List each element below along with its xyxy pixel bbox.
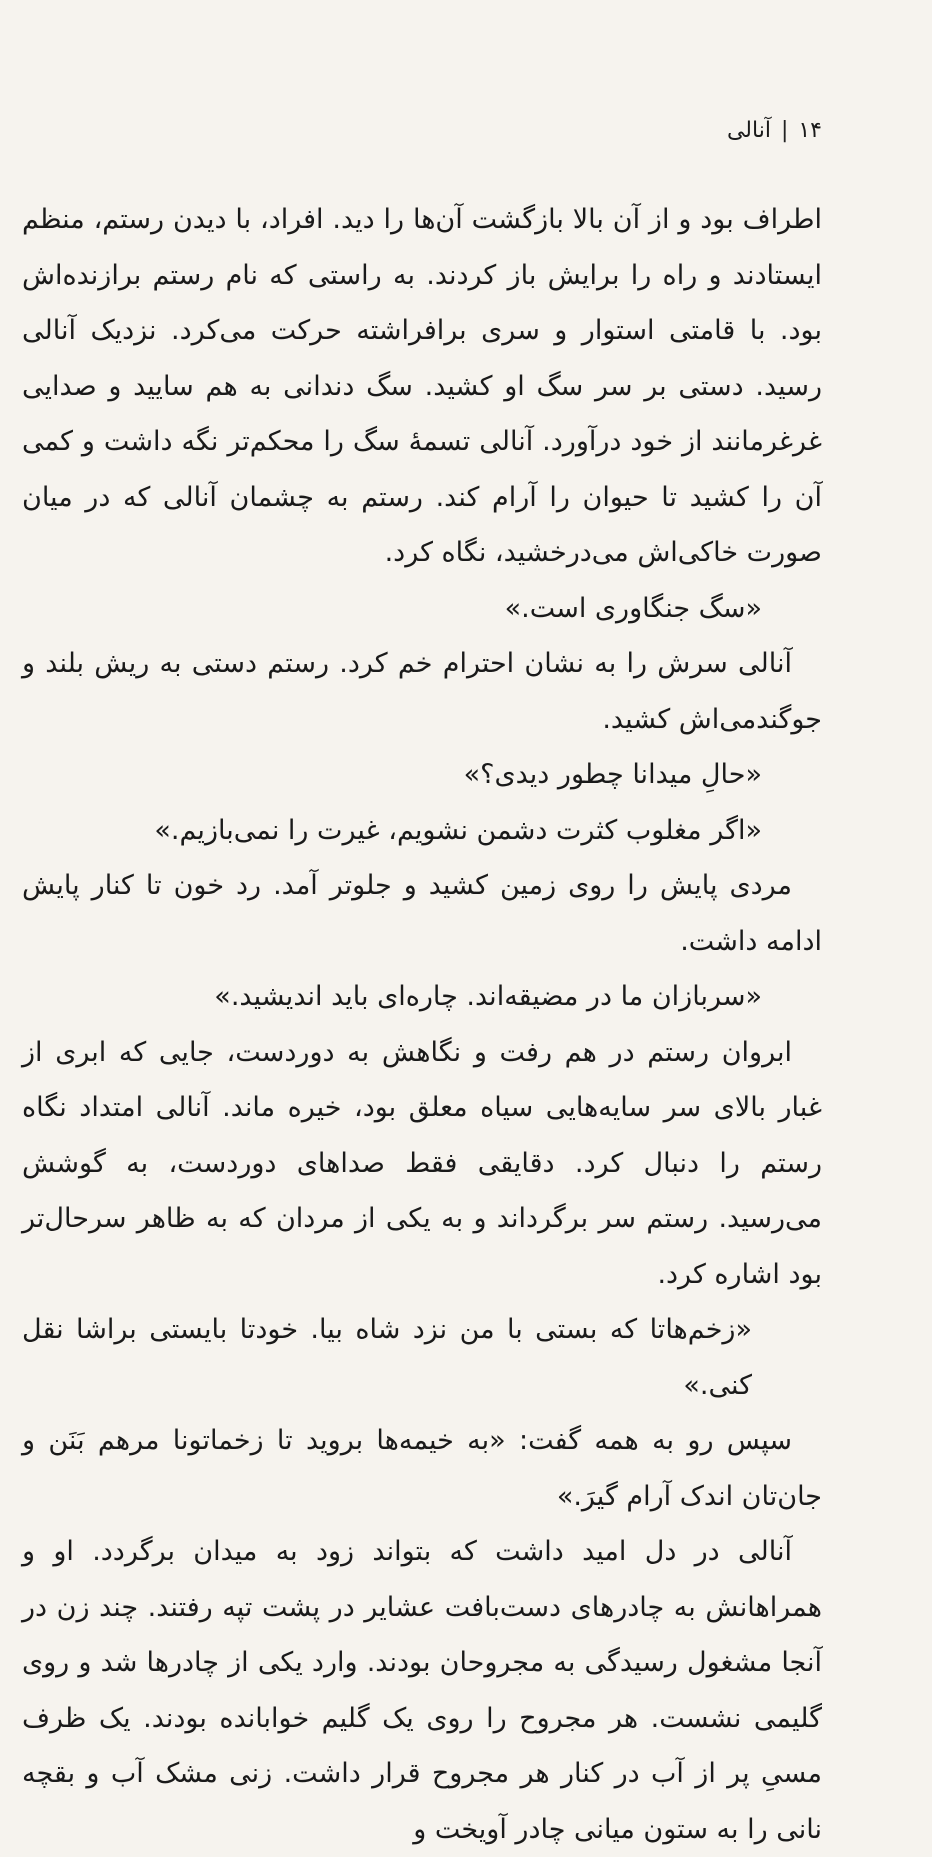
paragraph: ابروان رستم در هم رفت و نگاهش به دوردست، جایی که ابری از غبار بالای سر سایه‌هایی سیاه معلق بود، خیره ماند. آنالی امتداد نگاه رستم را دنبال کرد. دقایقی فقط صداهای دوردست، به گوشش می‌رسید. رستم سر برگرداند و به یکی از مردان که به ظاهر سرحال‌تر بود اشاره کرد. (22, 1036, 822, 1290)
body-text (22, 192, 822, 1857)
paragraph: اطراف بود و از آن بالا بازگشت آن‌ها را دید. افراد، با دیدن رستم، منظم ایستادند و راه را برایش باز کردند. به راستی که نام رستم برازنده‌اش بود. با قامتی استوار و سری برافراشته حرکت می‌کرد. نزدیک آنالی رسید. دستی بر سر سگ او کشید. سگ دندانی به هم سایید و صدایی غرغرمانند از خود درآورد. آنالی تسمهٔ سگ را محکم‌تر نگه داشت و کمی آن را کشید تا حیوان را آرام کند. رستم به چشمان آنالی که در میان صورت خاکی‌اش می‌درخشید، نگاه کرد. (22, 204, 822, 568)
paragraph: سپس رو به همه گفت: «به خیمه‌ها بروید تا زخماتونا مرهم بَنَن و جان‌تان اندک آرام گیرَ.» (22, 1425, 822, 1512)
dialogue-line: «سگ جنگاوری است.» (504, 592, 762, 624)
paragraph: مردی پایش را روی زمین کشید و جلوتر آمد. رد خون تا کنار پایش ادامه داشت. (22, 870, 822, 957)
paragraph: آنالی در دل امید داشت که بتواند زود به میدان برگردد. او و همراهانش به چادرهای دست‌بافت عشایر در پشت تپه رفتند. چند زن در آنجا مشغول رسیدگی به مجروحان بودند. وارد یکی از چادرها شد و روی گلیمی نشست. هر مجروح را روی یک گلیم خوابانده بودند. یک ظرف مسیِ پر از آب در کنار هر مجروح قرار داشت. زنی مشک آب و بقچه نانی را به ستون میانی چادر آویخت و (22, 1536, 822, 1845)
dialogue-line: «زخم‌هاتا که بستی با من نزد شاه بیا. خودتا بایستی براشا نقل کنی.» (22, 1314, 752, 1401)
paragraph: آنالی سرش را به نشان احترام خم کرد. رستم دستی به ریش بلند و جوگندمی‌اش کشید. (22, 648, 822, 735)
dialogue-line: «حالِ میدانا چطور دیدی؟» (463, 759, 762, 790)
header-separator: | (780, 118, 789, 143)
page-number: ۱۴ (798, 118, 822, 143)
dialogue-line: «اگر مغلوب کثرت دشمن نشویم، غیرت را نمی‌بازیم.» (154, 814, 762, 846)
dialogue-line: «سربازان ما در مضیقه‌اند. چاره‌ای باید اندیشید.» (214, 981, 762, 1012)
chapter-title: آنالی (726, 118, 771, 143)
page-header (727, 118, 822, 143)
